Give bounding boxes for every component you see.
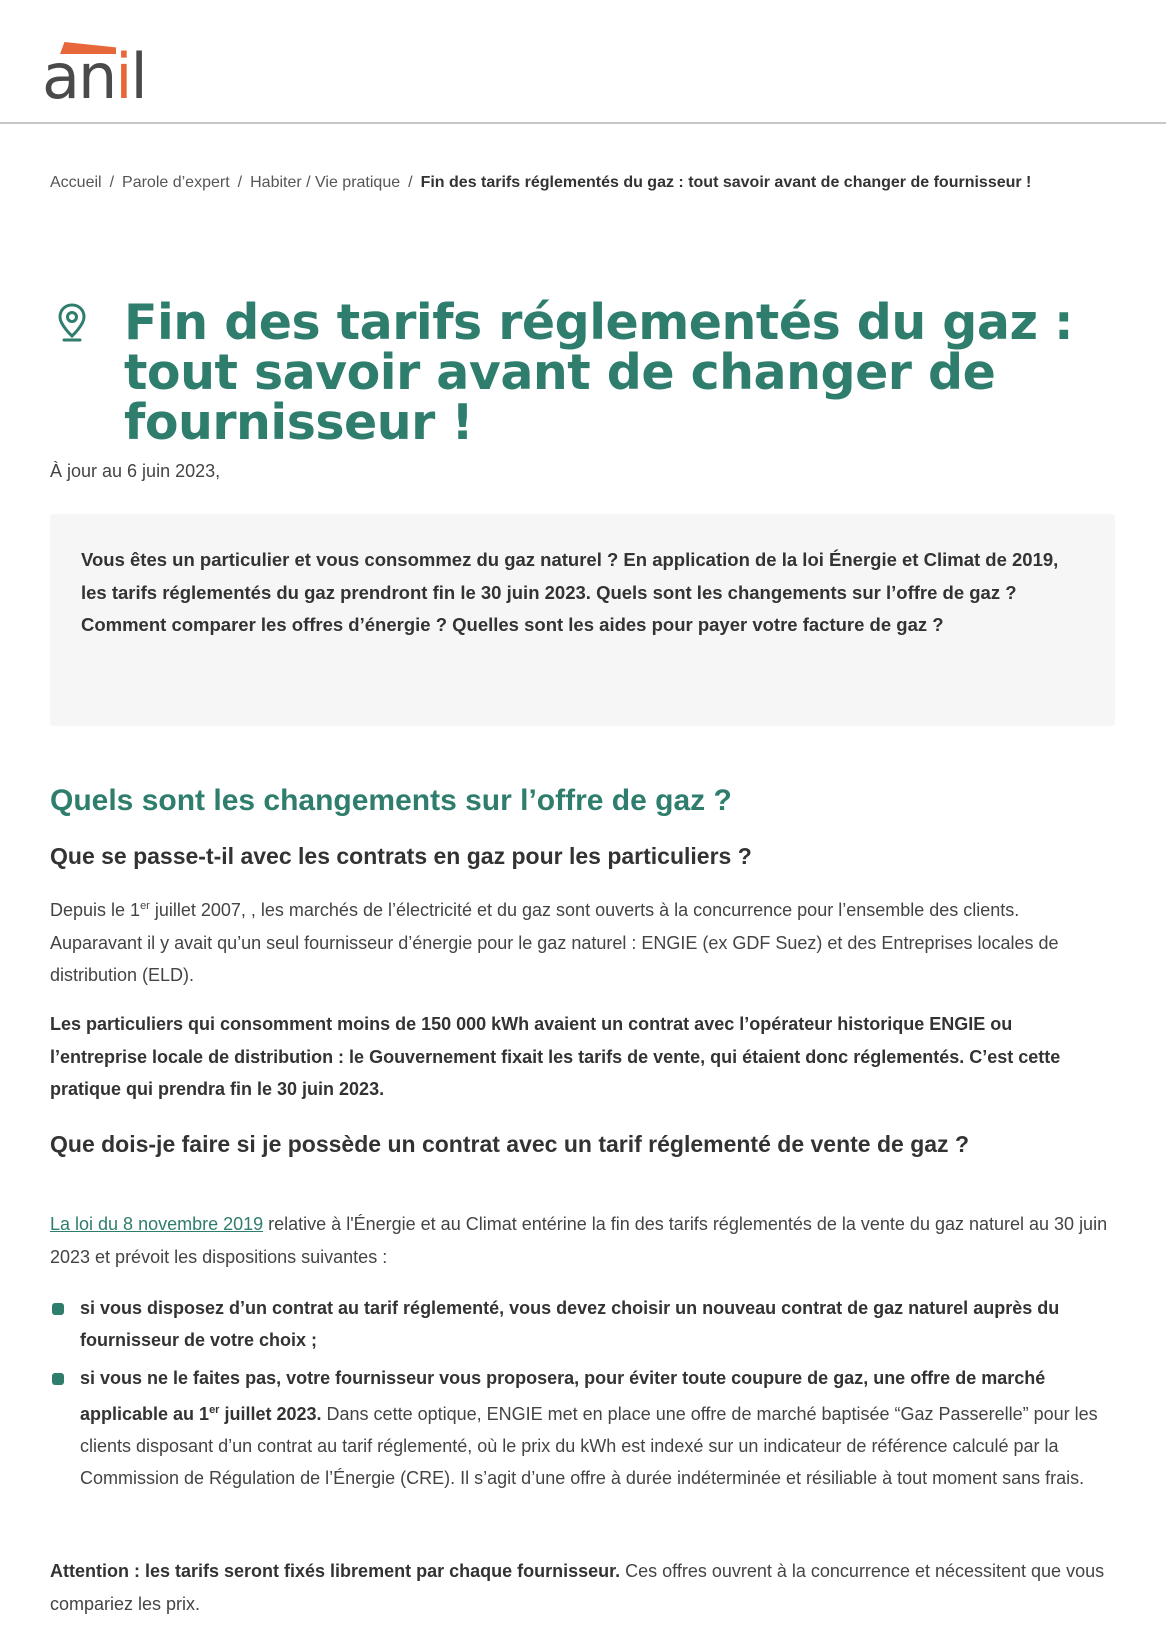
section-heading: Quels sont les changements sur l’offre de gaz ? [50, 784, 732, 817]
page-title: Fin des tarifs réglementés du gaz : tout savoir avant de changer de fournisseur ! [124, 294, 1074, 451]
paragraph-regulated: Les particuliers qui consomment moins de 150 000 kWh avaient un contrat avec l’opérateur historique ENGIE ou l’entreprise locale de distribution : le Gouvernement fixait les tarifs de vente, qui étaient donc réglementés. C’est cette pratique qui prendra fin le 30 juin 2023. [50, 1014, 1061, 1099]
breadcrumb-separator: / [109, 174, 115, 191]
provisions-list [50, 1292, 1115, 1500]
square-bullet-icon [52, 1303, 64, 1315]
anil-logo[interactable] [42, 38, 152, 113]
logo-text: anil [42, 40, 146, 113]
breadcrumb-home[interactable]: Accueil [50, 174, 102, 191]
paragraph-law: La loi du 8 novembre 2019 relative à l'Énergie et au Climat entérine la fin des tarifs réglementés de la vente du gaz naturel au 30 juin 2023 et prévoit les dispositions suivantes : [50, 1214, 1108, 1267]
paragraph-attention: Attention : les tarifs seront fixés librement par chaque fournisseur. Ces offres ouvrent à la concurrence et nécessitent que vous compariez les prix. [50, 1561, 1105, 1614]
breadcrumb [50, 168, 1110, 197]
list-item: si vous disposez d’un contrat au tarif réglementé, vous devez choisir un nouveau contrat de gaz naturel auprès du fournisseur de votre choix ; [50, 1292, 1115, 1356]
intro-box [50, 514, 1115, 726]
breadcrumb-separator: / [408, 174, 413, 191]
site-header [0, 0, 1166, 124]
law-link[interactable]: La loi du 8 novembre 2019 [50, 1214, 264, 1234]
subsection-heading-contracts: Que se passe-t-il avec les contrats en gaz pour les particuliers ? [50, 843, 752, 869]
breadcrumb-current: Fin des tarifs réglementés du gaz : tout savoir avant de changer de fournisseur ! [420, 174, 1032, 191]
intro-text: Vous êtes un particulier et vous consommez du gaz naturel ? En application de la loi Énergie et Climat de 2019, les tarifs réglementés du gaz prendront fin le 30 juin 2023. Quels sont les changements sur l’offre de gaz ? Comment comparer les offres d’énergie ? Quelles sont les aides pour payer votre facture de gaz ? [81, 549, 1059, 635]
subsection-heading-what-to-do: Que dois-je faire si je possède un contrat avec un tarif réglementé de vente de gaz ? [50, 1131, 969, 1157]
breadcrumb-parole-expert[interactable]: Parole d’expert [122, 174, 230, 191]
breadcrumb-separator: / [237, 174, 243, 191]
update-date: À jour au 6 juin 2023, [50, 461, 221, 481]
paragraph-history: Depuis le 1er juillet 2007, , les marchés de l’électricité et du gaz sont ouverts à la concurrence pour l’ensemble des clients. Auparavant il y avait qu’un seul fournisseur d’énergie pour le gaz naturel : ENGIE (ex GDF Suez) et des Entreprises locales de distribution (ELD). [50, 900, 1059, 985]
map-pin-icon [56, 302, 88, 344]
list-item: si vous ne le faites pas, votre fournisseur vous proposera, pour éviter toute coupure de gaz, une offre de marché applicable au 1er juillet 2023. Dans cette optique, ENGIE met en place une offre de marché baptisée “Gaz Passerelle” pour les clients disposant d’un contrat au tarif réglementé, où le prix du kWh est indexé sur un indicateur de référence calculé par la Commission de Régulation de l’Énergie (CRE). Il s’agit d’une offre à durée indéterminée et résiliable à tout moment sans frais. [50, 1362, 1115, 1494]
breadcrumb-habiter[interactable]: Habiter / Vie pratique [250, 174, 401, 191]
square-bullet-icon [52, 1373, 64, 1385]
